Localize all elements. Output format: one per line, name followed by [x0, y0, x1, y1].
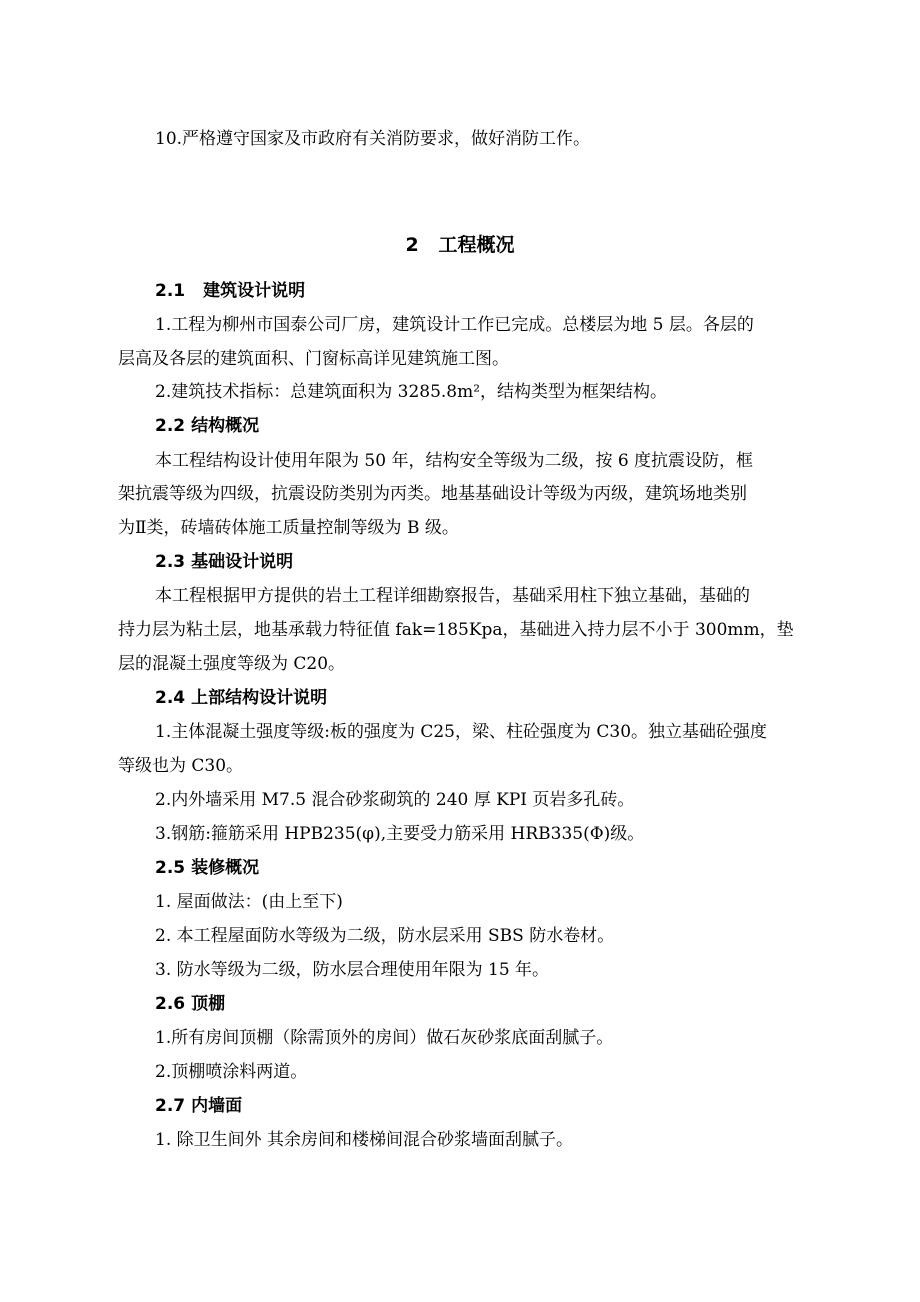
paragraph-line: 层的混凝土强度等级为 C20。	[118, 654, 346, 674]
paragraph-line: 层高及各层的建筑面积、门窗标高详见建筑施工图。	[118, 349, 509, 369]
section-2-6-heading	[155, 992, 845, 1016]
paragraph-line: 为Ⅱ类，砖墙砖体施工质量控制等级为 B 级。	[118, 518, 459, 538]
section-2-7-heading	[155, 1094, 845, 1118]
paragraph-line: 2.建筑技术指标：总建筑面积为 3285.8m²，结构类型为框架结构。	[155, 382, 668, 402]
item-10: 10.严格遵守国家及市政府有关消防要求，做好消防工作。	[155, 129, 591, 149]
section-number: 2.3	[155, 552, 186, 572]
section-title: 装修概况	[191, 858, 260, 878]
paragraph-line: 1.工程为柳州市国泰公司厂房，建筑设计工作已完成。总楼层为地 5 层。各层的	[155, 315, 754, 335]
section-title: 顶棚	[191, 994, 226, 1014]
section-2-3-heading	[155, 550, 845, 574]
section-title: 上部结构设计说明	[191, 688, 328, 708]
chapter-number: 2	[405, 234, 419, 256]
paragraph-line: 架抗震等级为四级，抗震设防类别为丙类。地基基础设计等级为丙级，建筑场地类别	[118, 484, 747, 504]
section-title: 建筑设计说明	[203, 281, 306, 301]
paragraph-line: 2.内外墙采用 M7.5 混合砂浆砌筑的 240 厚 KPI 页岩多孔砖。	[155, 790, 635, 810]
paragraph-line: 1.所有房间顶棚（除需顶外的房间）做石灰砂浆底面刮腻子。	[155, 1028, 614, 1048]
paragraph-line: 等级也为 C30。	[118, 756, 244, 776]
section-number: 2.6	[155, 994, 186, 1014]
paragraph-line: 2.顶棚喷涂料两道。	[155, 1062, 308, 1082]
section-2-2-heading	[155, 414, 845, 438]
paragraph-line: 2. 本工程屋面防水等级为二级，防水层采用 SBS 防水卷材。	[155, 926, 615, 946]
paragraph-line: 1.主体混凝土强度等级:板的强度为 C25，梁、柱砼强度为 C30。独立基础砼强度	[155, 722, 768, 742]
paragraph-line: 1. 除卫生间外 其余房间和楼梯间混合砂浆墙面刮腻子。	[155, 1130, 574, 1150]
section-number: 2.5	[155, 858, 186, 878]
section-number: 2.7	[155, 1096, 186, 1116]
section-2-5-heading	[155, 856, 845, 880]
paragraph-line: 本工程根据甲方提供的岩土工程详细勘察报告，基础采用柱下独立基础，基础的	[155, 586, 750, 606]
section-number: 2.4	[155, 688, 186, 708]
section-2-4-heading	[155, 686, 845, 710]
chapter-heading	[0, 232, 920, 258]
paragraph-line: 1. 屋面做法：(由上至下)	[155, 892, 343, 912]
section-title: 基础设计说明	[191, 552, 294, 572]
section-number: 2.1	[155, 281, 186, 301]
paragraph-line: 持力层为粘土层，地基承载力特征值 fak=185Kpa，基础进入持力层不小于 300mm，垫	[118, 620, 794, 640]
chapter-title: 工程概况	[438, 234, 515, 256]
paragraph-line: 本工程结构设计使用年限为 50 年，结构安全等级为二级，按 6 度抗震设防，框	[155, 451, 754, 471]
section-title: 内墙面	[191, 1096, 243, 1116]
paragraph-line: 3.钢筋:箍筋采用 HPB235(φ),主要受力筋采用 HRB335(Φ)级。	[155, 824, 645, 844]
section-title: 结构概况	[191, 416, 260, 436]
section-number: 2.2	[155, 416, 186, 436]
paragraph-line: 3. 防水等级为二级，防水层合理使用年限为 15 年。	[155, 960, 550, 980]
section-2-1-heading	[155, 279, 845, 303]
